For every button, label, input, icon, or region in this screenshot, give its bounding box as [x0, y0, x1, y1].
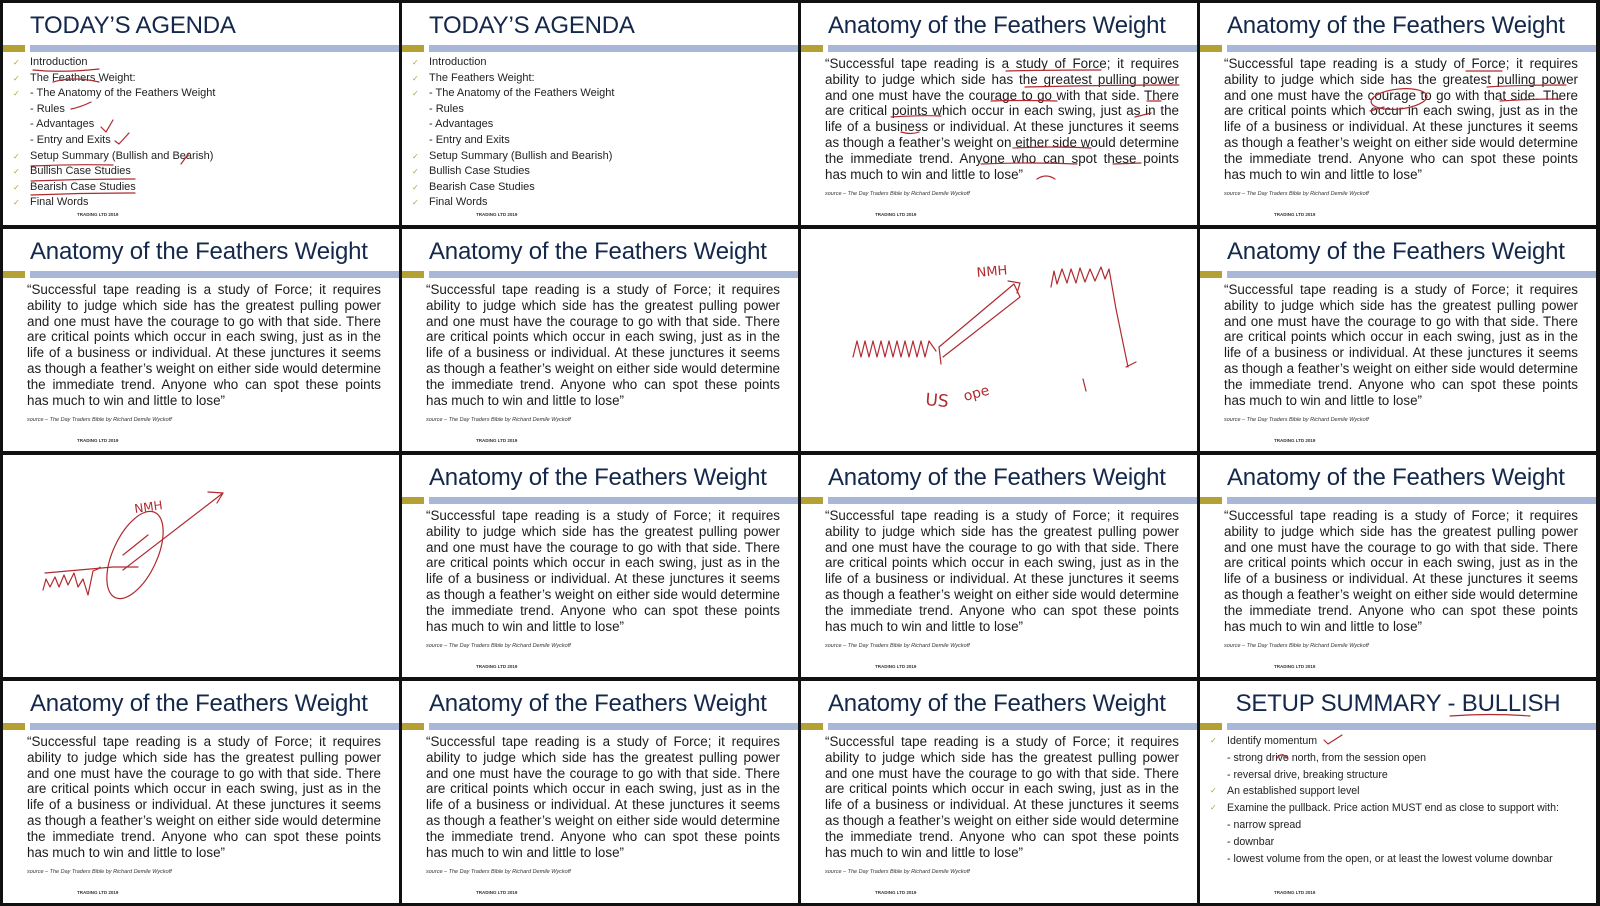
quote-source: source – The Day Traders Bible by Richard Demile Wyckoff	[426, 869, 571, 875]
slide-title: Anatomy of the Feathers Weight	[828, 464, 1166, 491]
check-icon: ✓	[13, 58, 20, 67]
slide-footer: TRADING LTD 2019	[1274, 664, 1316, 669]
ink-label: NMH	[133, 498, 164, 516]
slide-6[interactable]	[402, 229, 798, 451]
accent-bar-gold	[1200, 723, 1222, 730]
list-item	[13, 195, 215, 211]
slide-footer: TRADING LTD 2019	[476, 438, 518, 443]
slide-title: Anatomy of the Feathers Weight	[1227, 12, 1565, 39]
ink-annotation	[801, 229, 1197, 451]
list-item-text: An established support level	[1227, 785, 1360, 798]
quote-source: source – The Day Traders Bible by Richard Demile Wyckoff	[426, 643, 571, 649]
slide-title: Anatomy of the Feathers Weight	[1227, 238, 1565, 265]
accent-bar-blue	[30, 271, 399, 278]
accent-bar-gold	[3, 723, 25, 730]
slide-title: TODAY’S AGENDA	[429, 12, 635, 39]
list-item	[412, 117, 614, 133]
accent-bar-blue	[30, 723, 399, 730]
quote-source: source – The Day Traders Bible by Richard Demile Wyckoff	[27, 417, 172, 423]
ink-annotation	[3, 455, 399, 677]
slide-footer: TRADING LTD 2019	[875, 890, 917, 895]
slide-9[interactable]	[3, 455, 399, 677]
accent-bar-gold	[801, 723, 823, 730]
slide-title: Anatomy of the Feathers Weight	[30, 690, 368, 717]
summary-list	[1210, 733, 1559, 867]
accent-bar-gold	[1200, 45, 1222, 52]
list-item	[1210, 817, 1559, 834]
slide-11[interactable]	[801, 455, 1197, 677]
slide-footer: TRADING LTD 2019	[476, 664, 518, 669]
list-item-text: Bullish Case Studies	[429, 165, 530, 178]
check-icon: ✓	[412, 198, 419, 208]
check-icon: ✓	[1210, 736, 1217, 745]
list-item-text: Setup Summary (Bullish and Bearish)	[30, 149, 214, 162]
slide-title: Anatomy of the Feathers Weight	[1227, 464, 1565, 491]
list-item	[13, 55, 215, 71]
accent-bar-gold	[402, 497, 424, 504]
accent-bar-gold	[3, 45, 25, 52]
quote-source: source – The Day Traders Bible by Richard Demile Wyckoff	[825, 869, 970, 875]
list-item	[1210, 750, 1559, 767]
list-item-text: - Advantages	[30, 118, 95, 131]
check-icon: ✓	[13, 198, 20, 208]
agenda-list	[412, 55, 614, 211]
list-item	[1210, 733, 1559, 750]
quote-text: “Successful tape reading is a study of Force; it requires ability to judge which side has the greatest pulling power and one must have the courage to go with that side. There are critical points which occur in each swing, just as in the life of a business or individual. At these junctures it seems as though a feather’s weight on either side would determine the immediate trend. Anyone who can spot these points has much to win and little to lose”	[426, 734, 780, 860]
check-icon: ✓	[412, 167, 419, 177]
accent-bar-blue	[429, 723, 798, 730]
check-icon: ✓	[13, 167, 20, 177]
list-item-text: - Advantages	[429, 118, 494, 131]
quote-source: source – The Day Traders Bible by Richard Demile Wyckoff	[426, 417, 571, 423]
slide-3[interactable]	[801, 3, 1197, 225]
quote-source: source – The Day Traders Bible by Richard Demile Wyckoff	[27, 869, 172, 875]
list-item-text: Setup Summary (Bullish and Bearish)	[429, 149, 613, 162]
slide-footer: TRADING LTD 2019	[77, 890, 119, 895]
list-item	[1210, 834, 1559, 851]
slide-footer: TRADING LTD 2019	[1274, 212, 1316, 217]
list-item	[412, 55, 614, 71]
slide-14[interactable]	[402, 681, 798, 903]
quote-text: “Successful tape reading is a study of Force; it requires ability to judge which side has the greatest pulling power and one must have the courage to go with that side. There are critical points which occur in each swing, just as in the life of a business or individual. At these junctures it seems as though a feather’s weight on either side would determine the immediate trend. Anyone who can spot these points has much to win and little to lose”	[27, 282, 381, 408]
list-item	[1210, 767, 1559, 784]
list-item-text: - Entry and Exits	[30, 133, 111, 146]
slide-title: Anatomy of the Feathers Weight	[429, 464, 767, 491]
list-item	[13, 164, 215, 180]
slide-footer: TRADING LTD 2019	[875, 212, 917, 217]
check-icon: ✓	[1210, 786, 1217, 796]
ink-label: US	[924, 390, 950, 413]
quote-source: source – The Day Traders Bible by Richard Demile Wyckoff	[825, 643, 970, 649]
slide-13[interactable]	[3, 681, 399, 903]
list-item-text: - Entry and Exits	[429, 133, 510, 146]
list-item-text: The Feathers Weight:	[30, 71, 136, 84]
slide-7[interactable]	[801, 229, 1197, 451]
accent-bar-blue	[429, 271, 798, 278]
list-item	[412, 86, 614, 102]
list-item-text: Examine the pullback. Price action MUST end as close to support with:	[1227, 802, 1559, 815]
slide-10[interactable]	[402, 455, 798, 677]
list-item-text: - downbar	[1227, 835, 1275, 848]
quote-text: “Successful tape reading is a study of Force; it requires ability to judge which side has the greatest pulling power and one must have the courage to go with that side. There are critical points which occur in each swing, just as in the life of a business or individual. At these junctures it seems as though a feather’s weight on either side would determine the immediate trend. Anyone who can spot these points has much to win and little to lose”	[825, 508, 1179, 634]
list-item	[13, 133, 215, 149]
accent-bar-gold	[1200, 271, 1222, 278]
list-item-text: Final Words	[429, 196, 488, 209]
accent-bar-gold	[402, 723, 424, 730]
list-item	[13, 149, 215, 165]
slide-footer: TRADING LTD 2019	[875, 664, 917, 669]
accent-bar-blue	[1227, 497, 1596, 504]
list-item	[13, 102, 215, 118]
accent-bar-blue	[30, 45, 399, 52]
list-item	[412, 164, 614, 180]
check-icon: ✓	[412, 58, 419, 67]
list-item	[1210, 783, 1559, 800]
quote-text: “Successful tape reading is a study of Force; it requires ability to judge which side has the greatest pulling power and one must have the courage to go with that side. There are critical points which occur in each swing, just as in the life of a business or individual. At these junctures it seems as though a feather’s weight on either side would determine the immediate trend. Anyone who can spot these points has much to win and little to lose”	[825, 734, 1179, 860]
quote-text: “Successful tape reading is a study of Force; it requires ability to judge which side has the greatest pulling power and one must have the courage to go with that side. There are critical points which occur in each swing, just as in the life of a business or individual. At these junctures it seems as though a feather’s weight on either side would determine the immediate trend. Anyone who can spot these points has much to win and little to lose”	[825, 56, 1179, 182]
slide-title: Anatomy of the Feathers Weight	[828, 690, 1166, 717]
check-icon: ✓	[412, 151, 419, 161]
quote-source: source – The Day Traders Bible by Richard Demile Wyckoff	[825, 191, 970, 197]
list-item-text: - narrow spread	[1227, 818, 1302, 831]
slide-footer: TRADING LTD 2019	[1274, 438, 1316, 443]
slide-footer: TRADING LTD 2019	[77, 212, 119, 217]
list-item	[13, 180, 215, 196]
slide-5[interactable]	[3, 229, 399, 451]
quote-text: “Successful tape reading is a study of Force; it requires ability to judge which side has the greatest pulling power and one must have the courage to go with that side. There are critical points which occur in each swing, just as in the life of a business or individual. At these junctures it seems as though a feather’s weight on either side would determine the immediate trend. Anyone who can spot these points has much to win and little to lose”	[1224, 56, 1578, 182]
list-item-text: - reversal drive, breaking structure	[1227, 768, 1388, 781]
slide-15[interactable]	[801, 681, 1197, 903]
slide-title: Anatomy of the Feathers Weight	[429, 238, 767, 265]
list-item	[412, 133, 614, 149]
list-item	[13, 117, 215, 133]
check-icon: ✓	[13, 89, 20, 99]
quote-source: source – The Day Traders Bible by Richard Demile Wyckoff	[1224, 191, 1369, 197]
accent-bar-blue	[429, 45, 798, 52]
slide-16[interactable]	[1200, 681, 1596, 903]
check-icon: ✓	[1210, 803, 1217, 813]
accent-bar-gold	[402, 271, 424, 278]
slide-footer: TRADING LTD 2019	[476, 212, 518, 217]
list-item-text: Identify momentum	[1227, 735, 1318, 747]
list-item	[412, 71, 614, 87]
quote-text: “Successful tape reading is a study of Force; it requires ability to judge which side has the greatest pulling power and one must have the courage to go with that side. There are critical points which occur in each swing, just as in the life of a business or individual. At these junctures it seems as though a feather’s weight on either side would determine the immediate trend. Anyone who can spot these points has much to win and little to lose”	[27, 734, 381, 860]
slide-footer: TRADING LTD 2019	[476, 890, 518, 895]
list-item-text: Bearish Case Studies	[429, 180, 535, 193]
slide-title: Anatomy of the Feathers Weight	[429, 690, 767, 717]
list-item	[13, 71, 215, 87]
accent-bar-blue	[828, 723, 1197, 730]
list-item-text: The Feathers Weight:	[429, 71, 535, 84]
quote-text: “Successful tape reading is a study of Force; it requires ability to judge which side has the greatest pulling power and one must have the courage to go with that side. There are critical points which occur in each swing, just as in the life of a business or individual. At these junctures it seems as though a feather’s weight on either side would determine the immediate trend. Anyone who can spot these points has much to win and little to lose”	[426, 508, 780, 634]
accent-bar-gold	[801, 45, 823, 52]
slide-4[interactable]	[1200, 3, 1596, 225]
quote-source: source – The Day Traders Bible by Richard Demile Wyckoff	[1224, 643, 1369, 649]
ink-label: ope	[961, 382, 992, 405]
quote-text: “Successful tape reading is a study of Force; it requires ability to judge which side has the greatest pulling power and one must have the courage to go with that side. There are critical points which occur in each swing, just as in the life of a business or individual. At these junctures it seems as though a feather’s weight on either side would determine the immediate trend. Anyone who can spot these points has much to win and little to lose”	[426, 282, 780, 408]
quote-text: “Successful tape reading is a study of Force; it requires ability to judge which side has the greatest pulling power and one must have the courage to go with that side. There are critical points which occur in each swing, just as in the life of a business or individual. At these junctures it seems as though a feather’s weight on either side would determine the immediate trend. Anyone who can spot these points has much to win and little to lose”	[1224, 282, 1578, 408]
slide-footer: TRADING LTD 2019	[1274, 890, 1316, 895]
accent-bar-gold	[3, 271, 25, 278]
check-icon: ✓	[13, 73, 20, 83]
slide-title: SETUP SUMMARY - BULLISH	[1235, 690, 1561, 717]
list-item	[412, 102, 614, 118]
ink-label: NMH	[976, 263, 1008, 281]
accent-bar-blue	[429, 497, 798, 504]
accent-bar-blue	[828, 45, 1197, 52]
accent-bar-gold	[1200, 497, 1222, 504]
quote-text: “Successful tape reading is a study of Force; it requires ability to judge which side has the greatest pulling power and one must have the courage to go with that side. There are critical points which occur in each swing, just as in the life of a business or individual. At these junctures it seems as though a feather’s weight on either side would determine the immediate trend. Anyone who can spot these points has much to win and little to lose”	[1224, 508, 1578, 634]
accent-bar-blue	[828, 497, 1197, 504]
list-item	[412, 149, 614, 165]
slide-12[interactable]	[1200, 455, 1596, 677]
list-item-text: - The Anatomy of the Feathers Weight	[30, 87, 216, 100]
accent-bar-gold	[402, 45, 424, 52]
accent-bar-gold	[801, 497, 823, 504]
check-icon: ✓	[13, 182, 20, 192]
slide-1[interactable]	[3, 3, 399, 225]
list-item-text: - lowest volume from the open, or at least the lowest volume downbar	[1227, 852, 1553, 865]
list-item-text: - The Anatomy of the Feathers Weight	[429, 87, 615, 100]
slide-title: Anatomy of the Feathers Weight	[828, 12, 1166, 39]
list-item	[1210, 851, 1559, 868]
quote-source: source – The Day Traders Bible by Richard Demile Wyckoff	[1224, 417, 1369, 423]
list-item	[412, 195, 614, 211]
check-icon: ✓	[412, 182, 419, 192]
list-item	[13, 86, 215, 102]
slide-8[interactable]	[1200, 229, 1596, 451]
agenda-list	[13, 55, 215, 211]
accent-bar-blue	[1227, 723, 1596, 730]
slide-title: TODAY’S AGENDA	[30, 12, 236, 39]
list-item-text: Bearish Case Studies	[30, 180, 136, 193]
list-item-text: - Rules	[30, 102, 65, 115]
accent-bar-blue	[1227, 45, 1596, 52]
list-item-text: Introduction	[30, 56, 88, 68]
list-item-text: - strong drive north, from the session open	[1227, 751, 1427, 764]
slide-title: Anatomy of the Feathers Weight	[30, 238, 368, 265]
slide-2[interactable]	[402, 3, 798, 225]
accent-bar-blue	[1227, 271, 1596, 278]
list-item	[412, 180, 614, 196]
slide-footer: TRADING LTD 2019	[77, 438, 119, 443]
list-item	[1210, 800, 1559, 817]
list-item-text: Bullish Case Studies	[30, 165, 131, 178]
check-icon: ✓	[13, 151, 20, 161]
list-item-text: Introduction	[429, 56, 487, 68]
check-icon: ✓	[412, 89, 419, 99]
list-item-text: - Rules	[429, 102, 464, 115]
list-item-text: Final Words	[30, 196, 89, 209]
check-icon: ✓	[412, 73, 419, 83]
